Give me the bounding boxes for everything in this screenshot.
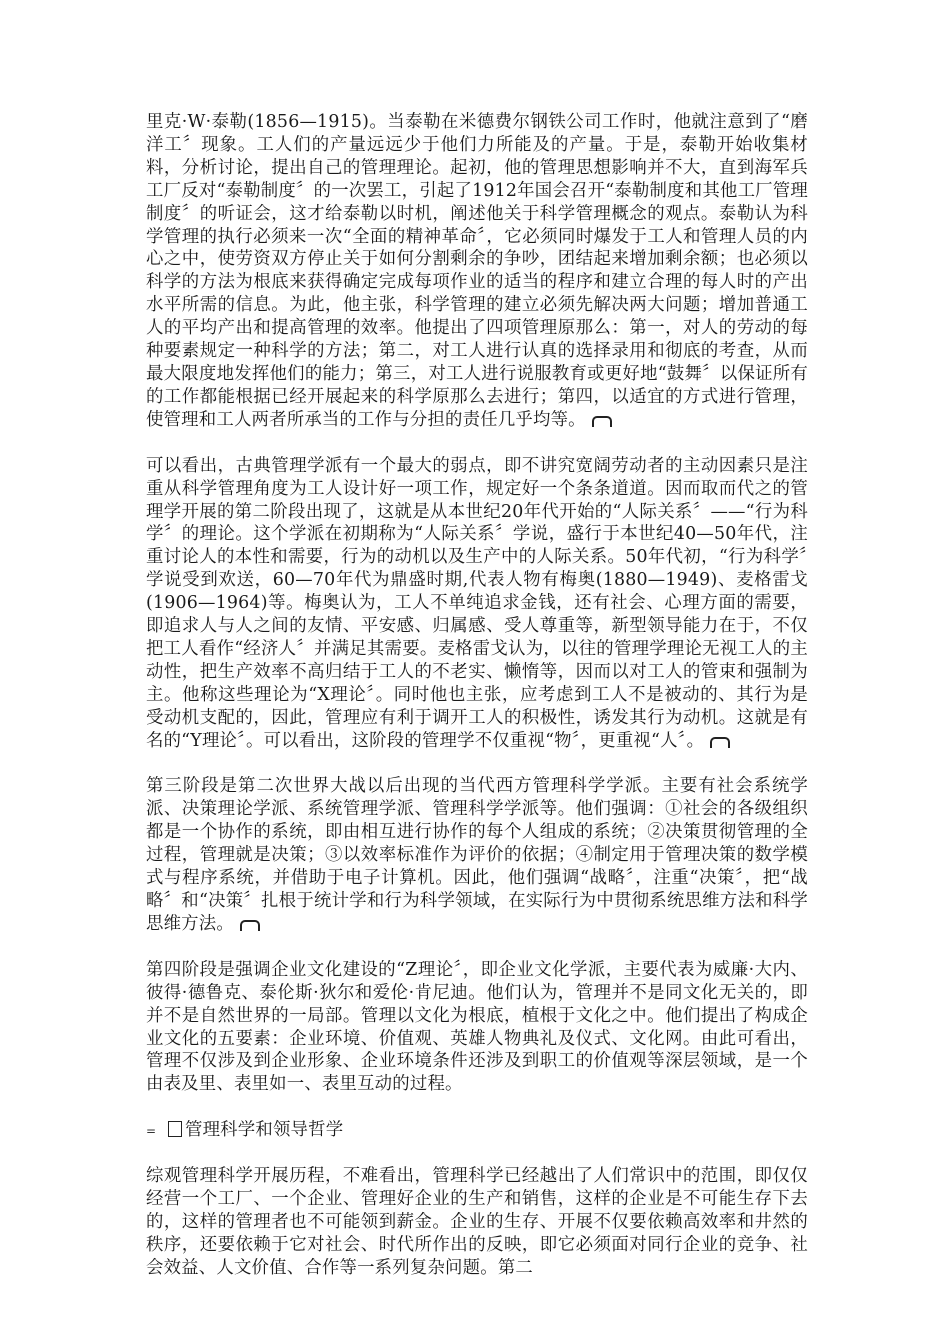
paragraph-human-relations: [146, 455, 808, 753]
paragraph-text: 第四阶段是强调企业文化建设的“Z理论〞，即企业文化学派，主要代表为威廉·大内、彼得·德鲁克、泰伦斯·狄尔和爱伦·肯尼迪。他们认为，管理并不是同文化无关的，即并不是自然世界的一局部。管理以文化为根底，植根于文化之中。他们提出了构成企业文化的五要素：企业环境、价值观、英雄人物典礼及仪式、文化网。由此可看出，管理不仅涉及到企业形象、企业环境条件还涉及到职工的价值观等深层领域，是一个由表及里、表里如一、表里互动的过程。: [146, 959, 808, 1095]
paragraph-text: 里克·W·泰勒(1856—1915)。当泰勒在米德费尔钢铁公司工作时，他就注意到了“磨洋工〞现象。工人们的产量远远少于他们力所能及的产量。于是，泰勒开始收集材料，分析讨论，提出自己的管理理论。起初，他的管理思想影响并不大，直到海军兵工厂反对“泰勒制度〞的一次罢工，引起了1912年国会召开“泰勒制度和其他工厂管理制度〞的听证会，这才给泰勒以时机，阐述他关于科学管理概念的观点。泰勒认为科学管理的执行必须来一次“全面的精神革命〞，它必须同时爆发于工人和管理人员的内心之中，使劳资双方停止关于如何分割剩余的争吵，团结起来增加剩余额；也必须以科学的方法为根底来获得确定完成每项作业的适当的程序和建立合理的每人时的产出水平所需的信息。为此，他主张，科学管理的建立必须先解决两大问题；增加普通工人的平均产出和提高管理的效率。他提出了四项管理原那么：第一，对人的劳动的每种要素规定一种科学的方法；第二，对工人进行认真的选择录用和彻底的考查，从而最大限度地发挥他们的能力；第三，对工人进行说服教育或更好地“鼓舞〞以保证所有的工作都能根据已经开展起来的科学原那么去进行；第四，以适宜的方式进行管理，使管理和工人两者所承当的工作与分担的责任几乎均等。: [146, 112, 808, 430]
heading-marker: =: [146, 1124, 157, 1139]
checkbox-square-icon: [168, 1121, 182, 1137]
heading-text: 管理科学和领导哲学: [185, 1120, 344, 1141]
paragraph-third-stage: [146, 775, 808, 935]
paragraph-text: 第三阶段是第二次世界大战以后出现的当代西方管理科学学派。主要有社会系统学派、决策理论学派、系统管理学派、管理科学学派等。他们强调：①社会的各级组织都是一个协作的系统，即由相互进行协作的每个人组成的系统；②决策贯彻管理的全过程，管理就是决策；③以效率标准作为评价的依据；④制定用于管理决策的数学模式与程序系统，并借助于电子计算机。因此，他们强调“战略〞，注重“决策〞，把“战略〞和“决策〞扎根于统计学和行为科学领域，在实际行为中贯彻系统思维方法和科学思维方法。: [146, 776, 808, 934]
section-heading: [146, 1119, 808, 1143]
paragraph-end-icon: [240, 920, 260, 931]
paragraph-text: 综观管理科学开展历程，不难看出，管理科学已经越出了人们常识中的范围，即仅仅经营一个工厂、一个企业、管理好企业的生产和销售，这样的企业是不可能生存下去的，这样的管理者也不可能领到薪金。企业的生存、开展不仅要依赖高效率和井然的秩序，还要依赖于它对社会、时代所作出的反映，即它必须面对同行企业的竞争、社会效益、人文价值、合作等一系列复杂问题。第二: [146, 1166, 808, 1278]
document-body: [146, 111, 808, 1303]
paragraph-end-icon: [710, 737, 730, 748]
paragraph-text: 可以看出，古典管理学派有一个最大的弱点，即不讲究宽阔劳动者的主动因素只是注重从科学管理角度为工人设计好一项工作，规定好一个条条道道。因而取而代之的管理学开展的第二阶段出现了，这就是从本世纪20年代开始的“人际关系〞——“行为科学〞的理论。这个学派在初期称为“人际关系〞学说，盛行于本世纪40—50年代，注重讨论人的本性和需要，行为的动机以及生产中的人际关系。50年代初，“行为科学〞学说受到欢送，60—70年代为鼎盛时期,代表人物有梅奥(1880—1949)、麦格雷戈(1906—1964)等。梅奥认为，工人不单纯追求金钱，还有社会、心理方面的需要，即追求人与人之间的友情、平安感、归属感、受人尊重等，新型领导能力在于，不仅把工人看作“经济人〞并满足其需要。麦格雷戈认为，以往的管理学理论无视工人的主动性，把生产效率不高归结于工人的不老实、懒惰等，因而以对工人的管束和强制为主。他称这些理论为“X理论〞。同时他也主张，应考虑到工人不是被动的、其行为是受动机支配的，因此，管理应有利于调开工人的积极性，诱发其行为动机。这就是有名的“Y理论〞。可以看出，这阶段的管理学不仅重视“物〞，更重视“人〞。: [146, 455, 808, 751]
paragraph-end-icon: [592, 416, 612, 427]
paragraph-overview: [146, 1165, 808, 1280]
paragraph-taylor: [146, 111, 808, 432]
paragraph-fourth-stage: [146, 959, 808, 1096]
